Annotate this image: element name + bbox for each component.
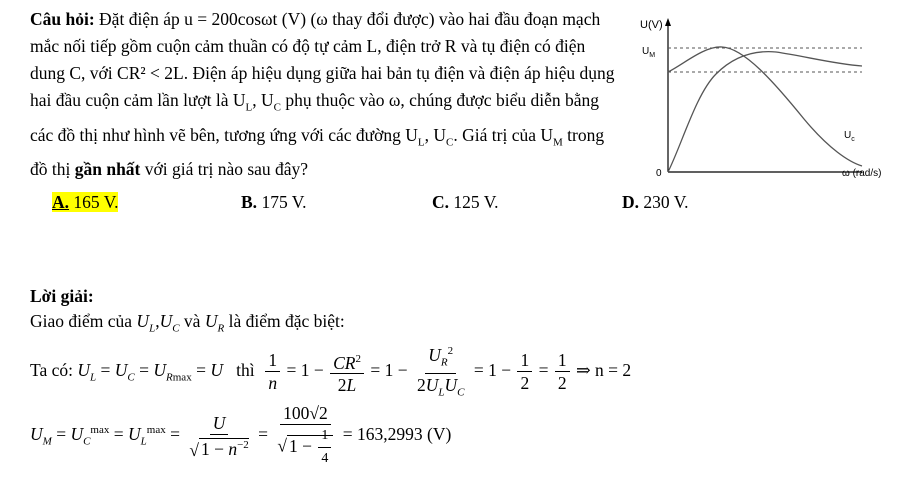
origin-label: 0 bbox=[656, 168, 662, 179]
question-part: phụ thuộc vào ω, chúng được biểu diễn bằng các đồ thị như hình vẽ bên, tương ứng với các đường U bbox=[30, 90, 599, 145]
condition-expression: CR² < 2L bbox=[117, 63, 184, 83]
question-part: Đặt điện áp bbox=[94, 9, 185, 29]
question-part: , U bbox=[424, 124, 447, 145]
um-label: $U_M$ bbox=[642, 46, 656, 59]
choice-letter: B. bbox=[241, 192, 258, 212]
choice-text: 125 V. bbox=[449, 192, 499, 212]
equation-1: Ta có: $U_L = U_C = U_{Rmax} = U$ thì $\frac{1}{n}$ = 1 − $\frac{CR^2}{2L}$ = 1 − $\frac{U_R^2}{2U_LU_C}$ = 1 − $\frac{1}{2}$ = $\frac{1}{2}$ ⇒ n = 2 bbox=[30, 340, 631, 404]
choice-text: 175 V. bbox=[257, 192, 307, 212]
ul-curve bbox=[668, 52, 862, 172]
question-part: (ω thay đổi được) vào hai đầu đoạn mạch mắc nối tiếp gồm cuộn cảm thuần có độ tự cảm L, điện trở R và tụ điện có điện dung C, với bbox=[30, 9, 601, 83]
y-axis-arrow bbox=[665, 18, 671, 26]
voltage-expression: u = 200cosωt (V) bbox=[184, 9, 307, 29]
emphasis-text: gần nhất bbox=[74, 159, 141, 179]
choice-letter: A. bbox=[52, 192, 70, 212]
question-part: với giá trị nào sau đây? bbox=[140, 159, 309, 179]
subscript: C bbox=[273, 101, 282, 114]
uc-label: $U_c$ bbox=[844, 130, 855, 143]
uc-curve bbox=[668, 47, 862, 166]
choice-a[interactable] bbox=[52, 192, 118, 213]
subscript: L bbox=[245, 101, 253, 114]
choice-d[interactable] bbox=[622, 192, 688, 213]
eq-result: ⇒ n = 2 bbox=[575, 359, 632, 380]
question-label: Câu hỏi: bbox=[30, 9, 95, 29]
subscript: C bbox=[446, 136, 454, 148]
question-part: . Giá trị của U bbox=[453, 124, 554, 145]
choice-letter: D. bbox=[622, 192, 640, 212]
choice-text: 230 V. bbox=[639, 192, 689, 212]
eq-result: = 163,2993 (V) bbox=[342, 424, 452, 445]
solution-line: Giao điểm của $U_L,U_C$ và $U_R$ là điểm đặc biệt: bbox=[30, 311, 345, 335]
solution-title: Lời giải: bbox=[30, 286, 94, 306]
choice-letter: C. bbox=[432, 192, 450, 212]
subscript: M bbox=[553, 136, 563, 148]
choice-b[interactable] bbox=[241, 192, 307, 213]
question-text bbox=[30, 6, 615, 183]
x-axis-label: ω (rad/s) bbox=[842, 168, 882, 179]
voltage-graph bbox=[624, 14, 900, 194]
equation-2: $U_M = U_C^{max} = U_L^{max}$ = $\frac{U}{√ 1 - n^{-2}}$ = 100√2 √ 1 − $\frac{1}{4}$ = 163,2993 (V) bbox=[30, 403, 452, 466]
answer-choices bbox=[0, 192, 900, 218]
subscript: L bbox=[417, 136, 425, 148]
y-axis-label: U(V) bbox=[640, 19, 663, 31]
choice-c[interactable] bbox=[432, 192, 498, 213]
question-part: . Điện áp hiệu dụng giữa hai bản tụ điện và điện áp hiệu dụng hai đầu cuộn cảm lần lượt là U bbox=[30, 63, 615, 110]
eq-word: thì bbox=[236, 359, 255, 380]
eq-prefix: Ta có: bbox=[30, 359, 78, 380]
question-part: trong đồ thị bbox=[30, 124, 605, 179]
choice-text: 165 V. bbox=[69, 192, 119, 212]
question-part: , U bbox=[252, 90, 274, 110]
